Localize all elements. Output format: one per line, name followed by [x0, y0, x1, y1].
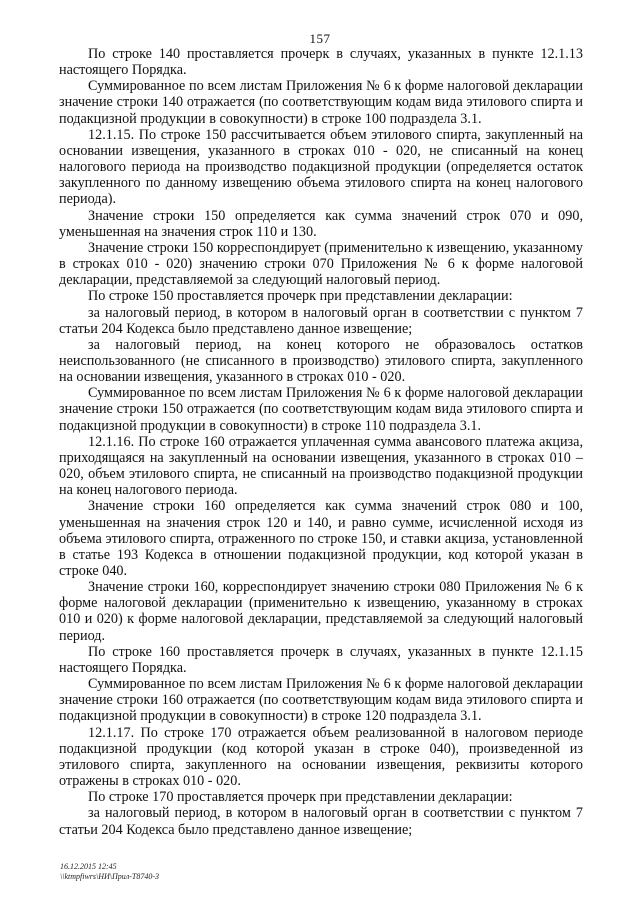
footer-date: 16.12.2015 12:45 — [60, 862, 117, 871]
paragraph: 12.1.17. По строке 170 отражается объем реализованной в налоговом периоде подакцизной продукции (код которой указан в строке 040), произведенной из этилового спирта, закупленного на основании извещения, реквизиты которого отражены в строках 010 - 020. — [59, 724, 583, 790]
page-number: 157 — [309, 31, 331, 46]
paragraph: за налоговый период, в котором в налоговый орган в соответствии с пунктом 7 статьи 204 Кодекса было представлено данное извещение; — [59, 805, 583, 838]
paragraph: за налоговый период, в котором в налоговый орган в соответствии с пунктом 7 статьи 204 Кодекса было представлено данное извещение; — [59, 304, 583, 337]
paragraph: По строке 140 проставляется прочерк в случаях, указанных в пункте 12.1.13 настоящего Порядка. — [59, 46, 583, 79]
paragraph: Значение строки 150 корреспондирует (применительно к извещению, указанному в строках 010 - 020) значению строки 070 Приложения № 6 к форме налоговой декларации, представляемой за следующий налоговый период. — [59, 239, 583, 289]
paragraph: По строке 170 проставляется прочерк при представлении декларации: — [88, 789, 513, 806]
paragraph: за налоговый период, на конец которого не образовалось остатков неиспользованного (не списанного в производство) этилового спирта, закупленного на основании извещения, указанного в строках 010 - 020. — [59, 336, 583, 386]
paragraph: Суммированное по всем листам Приложения № 6 к форме налоговой декларации значение строки 150 отражается (по соответствующим кодам вида этилового спирта и подакцизной продукции в совокупности) в строке 110 подраздела 3.1. — [59, 385, 583, 434]
paragraph: Суммированное по всем листам Приложения № 6 к форме налоговой декларации значение строки 160 отражается (по соответствующим кодам вида этилового спирта и подакцизной продукции в совокупности) в строке 120 подраздела 3.1. — [59, 676, 583, 725]
paragraph: По строке 150 проставляется прочерк при представлении декларации: — [88, 288, 513, 305]
paragraph: По строке 160 проставляется прочерк в случаях, указанных в пункте 12.1.15 настоящего Порядка. — [59, 643, 583, 676]
paragraph: 12.1.15. По строке 150 рассчитывается объем этилового спирта, закупленный на основании извещения, указанного в строках 010 - 020, не списанный на конец налогового периода на производство подакцизной продукции (определяется остаток закупленного по данному извещению объема этилового спирта на конец налогового периода). — [59, 126, 583, 208]
paragraph: Значение строки 160, корреспондирует значению строки 080 Приложения № 6 к форме налоговой декларации (применительно к извещению, указанному в строках 010 и 020) к форме налоговой декларации, представляемой за следующий налоговый период. — [59, 579, 583, 644]
document-body — [59, 46, 583, 838]
footer-file-path: \\ktmpfiwrs\НИ\Прил-Т8740-3 — [60, 872, 160, 881]
paragraph: Значение строки 150 определяется как сумма значений строк 070 и 090, уменьшенная на значения строк 110 и 130. — [59, 207, 583, 240]
paragraph: Суммированное по всем листам Приложения № 6 к форме налоговой декларации значение строки 140 отражается (по соответствующим кодам вида этилового спирта и подакцизной продукции в совокупности) в строке 100 подраздела 3.1. — [59, 78, 583, 127]
paragraph: 12.1.16. По строке 160 отражается уплаченная сумма авансового платежа акциза, приходящаяся на закупленный на основании извещения, указанного в строках 010 – 020, объем этилового спирта, не списанный на производство подакцизной продукции на конец налогового периода. — [59, 433, 583, 499]
paragraph: Значение строки 160 определяется как сумма значений строк 080 и 100, уменьшенная на значения строк 120 и 140, и равно сумме, исчисленной исходя из объема этилового спирта, отраженного по строке 150, и ставки акциза, установленной в статье 193 Кодекса в отношении подакцизной продукции, код которой указан в строке 040. — [59, 498, 583, 579]
document-footer — [60, 862, 159, 882]
